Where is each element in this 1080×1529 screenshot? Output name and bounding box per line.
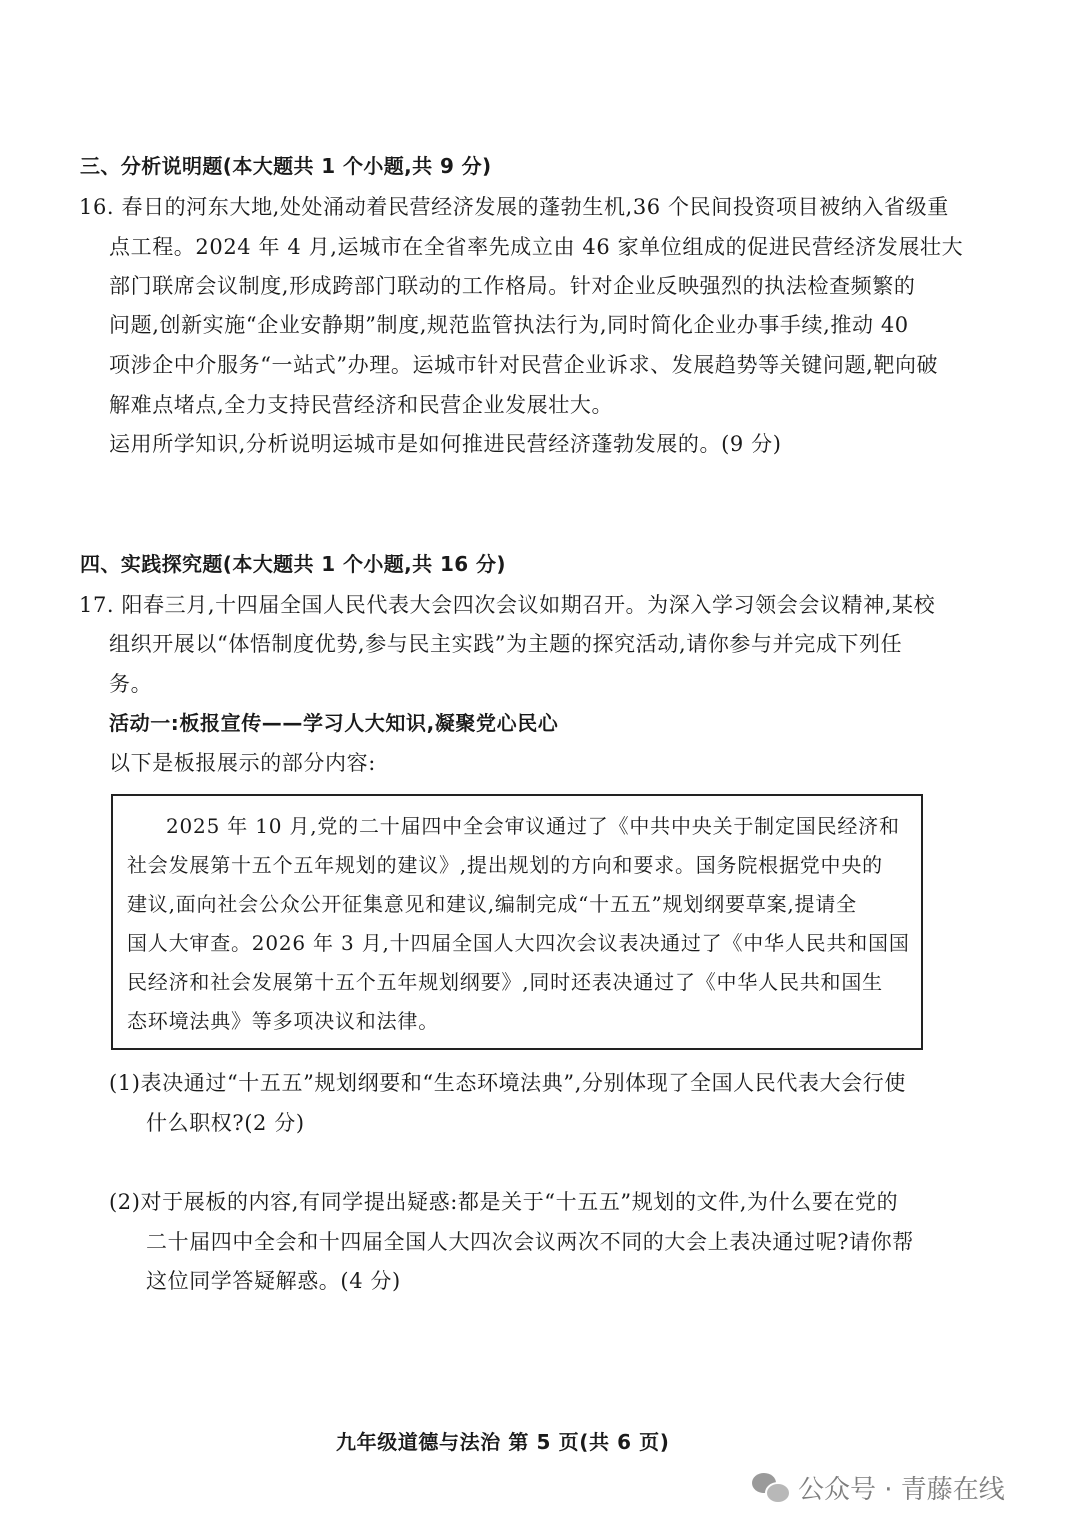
q16-prompt: 运用所学知识,分析说明运城市是如何推进民营经济蓬勃发展的。(9 分) <box>109 432 782 456</box>
q16-line-1: 16. 春日的河东大地,处处涌动着民营经济发展的蓬勃生机,36 个民间投资项目被纳入省级重 <box>79 195 949 219</box>
activity-1-title: 活动一:板报宣传——学习人大知识,凝聚党心民心 <box>109 711 559 735</box>
section-3-heading: 三、分析说明题(本大题共 1 个小题,共 9 分) <box>80 154 492 178</box>
board-line-3: 建议,面向社会公众公开征集意见和建议,编制完成“十五五”规划纲要草案,提请全 <box>127 892 857 916</box>
sub-question-1-line-2: 什么职权?(2 分) <box>146 1111 305 1135</box>
q16-line-4: 问题,创新实施“企业安静期”制度,规范监管执法行为,同时简化企业办事手续,推动 40 <box>109 313 909 337</box>
q17-line-2: 组织开展以“体悟制度优势,参与民主实践”为主题的探究活动,请你参与并完成下列任 <box>109 632 903 656</box>
wechat-icon <box>752 1471 788 1503</box>
q16-line-5: 项涉企中介服务“一站式”办理。运城市针对民营企业诉求、发展趋势等关键问题,靶向破 <box>109 353 939 377</box>
sub-question-2-line-2: 二十届四中全会和十四届全国人大四次会议两次不同的大会上表决通过呢?请你帮 <box>146 1230 914 1254</box>
q16-line-6: 解难点堵点,全力支持民营经济和民营企业发展壮大。 <box>109 393 614 417</box>
sub-question-1-line-1: (1)表决通过“十五五”规划纲要和“生态环境法典”,分别体现了全国人民代表大会行使 <box>109 1071 906 1095</box>
board-line-2: 社会发展第十五个五年规划的建议》,提出规划的方向和要求。国务院根据党中央的 <box>127 853 883 877</box>
q16-line-3: 部门联席会议制度,形成跨部门联动的工作格局。针对企业反映强烈的执法检查频繁的 <box>109 274 916 298</box>
board-line-1: 2025 年 10 月,党的二十届四中全会审议通过了《中共中央关于制定国民经济和 <box>166 814 900 838</box>
section-4-heading: 四、实践探究题(本大题共 1 个小题,共 16 分) <box>80 552 506 576</box>
watermark-text: 公众号 · 青藤在线 <box>798 1474 1005 1505</box>
board-content-box <box>111 794 923 1050</box>
board-line-4: 国人大审查。2026 年 3 月,十四届全国人大四次会议表决通过了《中华人民共和国国 <box>127 931 910 955</box>
q17-line-1: 17. 阳春三月,十四届全国人民代表大会四次会议如期召开。为深入学习领会会议精神,某校 <box>79 593 936 617</box>
sub-question-2-line-3: 这位同学答疑解惑。(4 分) <box>146 1269 401 1293</box>
q16-line-2: 点工程。2024 年 4 月,运城市在全省率先成立由 46 家单位组成的促进民营经济发展壮大 <box>109 235 964 259</box>
sub-question-2-line-1: (2)对于展板的内容,有同学提出疑惑:都是关于“十五五”规划的文件,为什么要在党的 <box>109 1190 899 1214</box>
page-footer: 九年级道德与法治 第 5 页(共 6 页) <box>336 1430 670 1454</box>
board-line-5: 民经济和社会发展第十五个五年规划纲要》,同时还表决通过了《中华人民共和国生 <box>127 970 883 994</box>
activity-1-intro: 以下是板报展示的部分内容: <box>109 751 376 775</box>
board-line-6: 态环境法典》等多项决议和法律。 <box>127 1009 439 1033</box>
q17-line-3: 务。 <box>109 672 153 696</box>
watermark <box>752 1462 1005 1512</box>
